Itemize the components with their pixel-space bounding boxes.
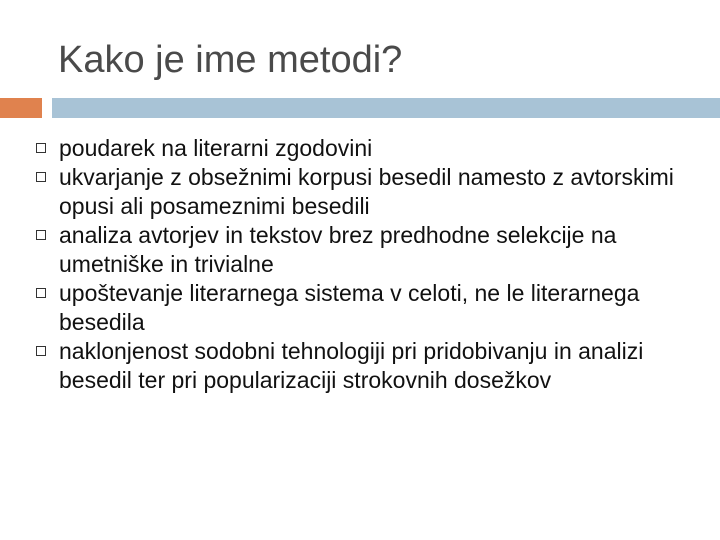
bullet-list xyxy=(36,134,716,395)
title-accent-bar-left xyxy=(0,98,42,118)
bullet-text: analiza avtorjev in tekstov brez predhodne selekcije na umetniške in trivialne xyxy=(59,222,617,277)
bullet-item xyxy=(36,163,716,221)
bullet-item xyxy=(36,279,716,337)
bullet-text: ukvarjanje z obsežnimi korpusi besedil namesto z avtorskimi opusi ali posameznimi besedili xyxy=(59,164,674,219)
bullet-item xyxy=(36,221,716,279)
hollow-square-icon xyxy=(36,143,46,153)
bullet-item xyxy=(36,337,716,395)
bullet-text: poudarek na literarni zgodovini xyxy=(59,135,373,161)
hollow-square-icon xyxy=(36,230,46,240)
bullet-text: naklonjenost sodobni tehnologiji pri pridobivanju in analizi besedil ter pri popularizaciji strokovnih dosežkov xyxy=(59,338,644,393)
hollow-square-icon xyxy=(36,288,46,298)
hollow-square-icon xyxy=(36,346,46,356)
slide-title: Kako je ime metodi? xyxy=(58,39,403,81)
bullet-text: upoštevanje literarnega sistema v celoti, ne le literarnega besedila xyxy=(59,280,640,335)
bullet-item xyxy=(36,134,716,163)
hollow-square-icon xyxy=(36,172,46,182)
title-accent-bar-right xyxy=(52,98,720,118)
